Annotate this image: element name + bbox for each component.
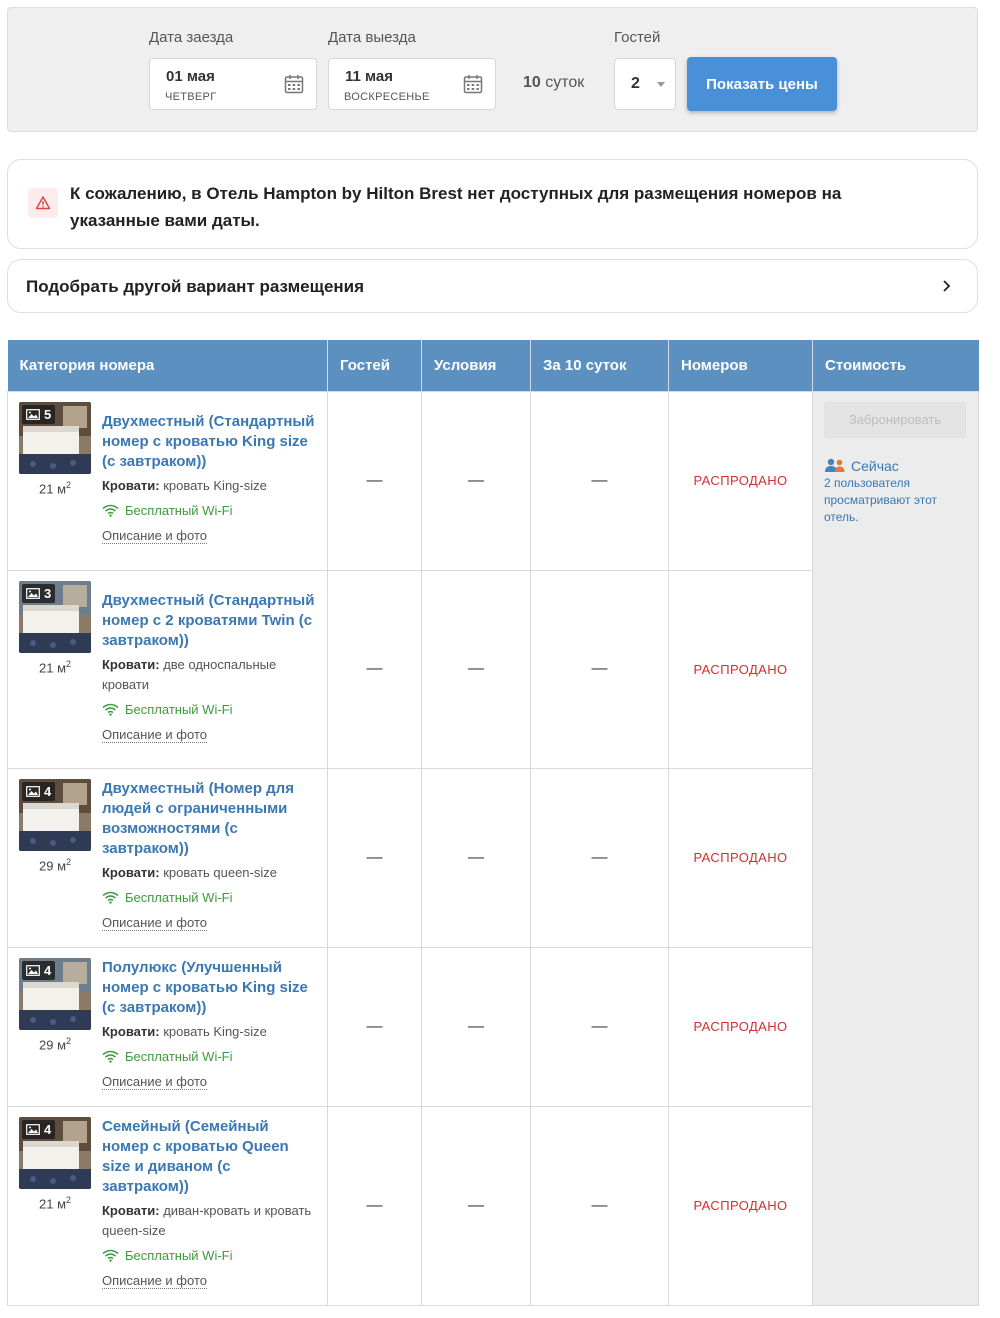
find-alternative-link[interactable] (7, 259, 978, 313)
chevron-right-icon (941, 279, 951, 293)
photo-count-badge (22, 405, 55, 424)
checkin-weekday: ЧЕТВЕРГ (165, 91, 217, 103)
room-area-value: 29 (38, 857, 54, 873)
conditions-cell: — (422, 1106, 531, 1305)
room-title-link[interactable]: Семейный (Семейный номер с кроватью Queen size и диваном (с завтраком)) (102, 1118, 289, 1195)
room-beds (102, 863, 319, 883)
guests-cell: — (328, 947, 422, 1106)
checkout-date-field[interactable] (328, 58, 496, 110)
photo-count-badge (22, 1120, 55, 1139)
calendar-icon[interactable] (463, 74, 483, 94)
image-icon (26, 1124, 40, 1135)
beds-value: кровать King-size (163, 478, 267, 493)
beds-label: Кровати: (102, 478, 160, 493)
find-alternative-label: Подобрать другой вариант размещения (26, 277, 365, 296)
photo-count: 4 (44, 962, 52, 978)
room-area-unit: м (57, 480, 66, 496)
conditions-cell: — (422, 768, 531, 947)
price-cell: — (531, 391, 669, 570)
room-area-value: 21 (38, 1195, 54, 1211)
room-info (102, 404, 327, 557)
checkout-label: Дата выезда (328, 29, 416, 46)
room-area-unit: м (57, 1036, 66, 1052)
guests-value: 2 (631, 75, 640, 92)
book-button[interactable]: Забронировать (824, 402, 966, 438)
chevron-down-icon (657, 82, 665, 87)
room-info (102, 1109, 327, 1302)
nights-number: 10 (523, 74, 541, 91)
header-cost: Стоимость (813, 340, 979, 391)
room-area-unit: м (57, 659, 66, 675)
conditions-cell: — (422, 570, 531, 768)
room-thumbnail[interactable] (19, 1117, 91, 1189)
photo-count: 4 (44, 783, 52, 799)
photo-count: 4 (44, 1121, 52, 1137)
checkin-date-field[interactable] (149, 58, 317, 110)
checkin-date: 01 мая (166, 68, 215, 85)
room-area-sup: 2 (66, 658, 72, 669)
description-photos-link[interactable]: Описание и фото (102, 1273, 207, 1288)
wifi-icon (102, 504, 119, 517)
sold-out-status: РАСПРОДАНО (669, 947, 813, 1106)
room-area (19, 1195, 91, 1211)
image-icon (26, 786, 40, 797)
guests-label: Гостей (614, 29, 661, 46)
conditions-cell: — (422, 391, 531, 570)
guests-cell: — (328, 768, 422, 947)
header-guests: Гостей (328, 340, 422, 391)
wifi-label: Бесплатный Wi-Fi (125, 503, 233, 518)
wifi-feature (102, 1049, 319, 1064)
guests-cell: — (328, 391, 422, 570)
wifi-feature (102, 503, 319, 518)
room-area (19, 659, 91, 675)
sold-out-status: РАСПРОДАНО (669, 391, 813, 570)
sold-out-status: РАСПРОДАНО (669, 1106, 813, 1305)
header-price-period: За 10 суток (531, 340, 669, 391)
room-area-value: 21 (38, 480, 54, 496)
photo-count: 3 (44, 585, 52, 601)
header-category: Категория номера (8, 340, 328, 391)
room-area-sup: 2 (66, 1194, 72, 1205)
wifi-feature (102, 702, 319, 717)
beds-value: кровать King-size (163, 1024, 267, 1039)
wifi-label: Бесплатный Wi-Fi (125, 701, 233, 717)
image-icon (26, 409, 40, 420)
guests-select[interactable] (614, 58, 676, 110)
description-photos-link[interactable]: Описание и фото (102, 528, 207, 543)
viewers-now (824, 458, 967, 474)
rooms-table (7, 340, 979, 1306)
room-category-cell (8, 947, 328, 1106)
wifi-label: Бесплатный Wi-Fi (125, 890, 233, 905)
room-area-unit: м (57, 857, 66, 873)
table-header-row (8, 340, 979, 391)
image-icon (26, 965, 40, 976)
room-beds (102, 655, 319, 695)
guests-cell: — (328, 1106, 422, 1305)
room-beds (102, 1201, 319, 1241)
beds-label: Кровати: (102, 1203, 160, 1218)
room-area (19, 857, 91, 873)
room-thumbnail[interactable] (19, 779, 91, 851)
photo-count-badge (22, 584, 55, 603)
room-area-value: 21 (38, 659, 54, 675)
show-prices-button[interactable]: Показать цены (687, 57, 837, 111)
alert-message: К сожалению, в Отель Hampton by Hilton Brest нет доступных для размещения номеров на указанные вами даты. (70, 184, 842, 230)
description-photos-link[interactable]: Описание и фото (102, 915, 207, 930)
room-title-link[interactable]: Двухместный (Стандартный номер с 2 кроватями Twin (с завтраком)) (102, 591, 315, 649)
search-panel (7, 7, 978, 132)
room-info (102, 950, 327, 1103)
beds-value: две односпальные кровати (102, 656, 277, 692)
wifi-icon (102, 891, 119, 904)
photo-count: 5 (44, 406, 52, 422)
photo-count-badge (22, 782, 55, 801)
checkout-weekday: ВОСКРЕСЕНЬЕ (344, 91, 430, 103)
nights-count (523, 74, 584, 92)
room-area-sup: 2 (66, 479, 72, 490)
beds-value: диван-кровать и кровать queen-size (102, 1203, 312, 1238)
room-thumbnail[interactable] (19, 958, 91, 1030)
calendar-icon[interactable] (284, 74, 304, 94)
guests-cell: — (328, 570, 422, 768)
wifi-icon (102, 1050, 119, 1063)
room-title-link[interactable]: Двухместный (Стандартный номер с кроватью King size (с завтраком)) (102, 413, 315, 470)
room-area-unit: м (57, 1195, 66, 1211)
viewers-count-text: 2 пользователя просматривают этот отель. (824, 475, 937, 524)
room-category-cell (8, 1106, 328, 1305)
room-area-value: 29 (38, 1036, 54, 1052)
room-area-sup: 2 (66, 856, 72, 867)
cost-cell (813, 391, 979, 1305)
image-icon (26, 588, 40, 599)
room-thumbnail[interactable] (19, 402, 91, 474)
warning-icon (28, 188, 58, 218)
sold-out-status: РАСПРОДАНО (669, 570, 813, 768)
wifi-icon (102, 1249, 119, 1262)
room-beds (102, 1022, 319, 1042)
checkout-date: 11 мая (345, 68, 394, 85)
room-category-cell (8, 570, 328, 768)
beds-value: кровать queen-size (163, 865, 277, 880)
wifi-feature (102, 890, 319, 905)
room-info (102, 771, 327, 944)
room-area-sup: 2 (66, 1035, 72, 1046)
beds-label: Кровати: (102, 865, 160, 880)
table-row (8, 391, 979, 570)
users-icon (824, 458, 846, 473)
header-rooms-count: Номеров (669, 340, 813, 391)
wifi-feature (102, 1248, 319, 1263)
room-category-cell (8, 768, 328, 947)
checkin-label: Дата заезда (149, 29, 234, 46)
wifi-label: Бесплатный Wi-Fi (125, 1049, 233, 1064)
room-area (19, 1036, 91, 1052)
room-thumbnail[interactable] (19, 581, 91, 653)
conditions-cell: — (422, 947, 531, 1106)
room-area (19, 480, 91, 496)
wifi-icon (102, 703, 119, 716)
price-cell: — (531, 570, 669, 768)
room-title-link[interactable]: Полулюкс (Улучшенный номер с кроватью King size (с завтраком)) (102, 959, 308, 1016)
price-cell: — (531, 768, 669, 947)
nights-word: суток (545, 74, 585, 91)
no-availability-alert (7, 159, 978, 249)
viewers-now-label: Сейчас (851, 457, 899, 474)
room-category-cell (8, 391, 328, 570)
description-photos-link[interactable]: Описание и фото (102, 1074, 207, 1089)
beds-label: Кровати: (102, 1024, 160, 1039)
price-cell: — (531, 947, 669, 1106)
description-photos-link[interactable]: Описание и фото (102, 726, 207, 742)
photo-count-badge (22, 961, 55, 980)
room-title-link[interactable]: Двухместный (Номер для людей с ограниченными возможностями (с завтраком)) (102, 780, 294, 857)
room-beds (102, 476, 319, 496)
wifi-label: Бесплатный Wi-Fi (125, 1248, 233, 1263)
sold-out-status: РАСПРОДАНО (669, 768, 813, 947)
price-cell: — (531, 1106, 669, 1305)
header-conditions: Условия (422, 340, 531, 391)
beds-label: Кровати: (102, 656, 160, 672)
room-info (102, 583, 327, 756)
